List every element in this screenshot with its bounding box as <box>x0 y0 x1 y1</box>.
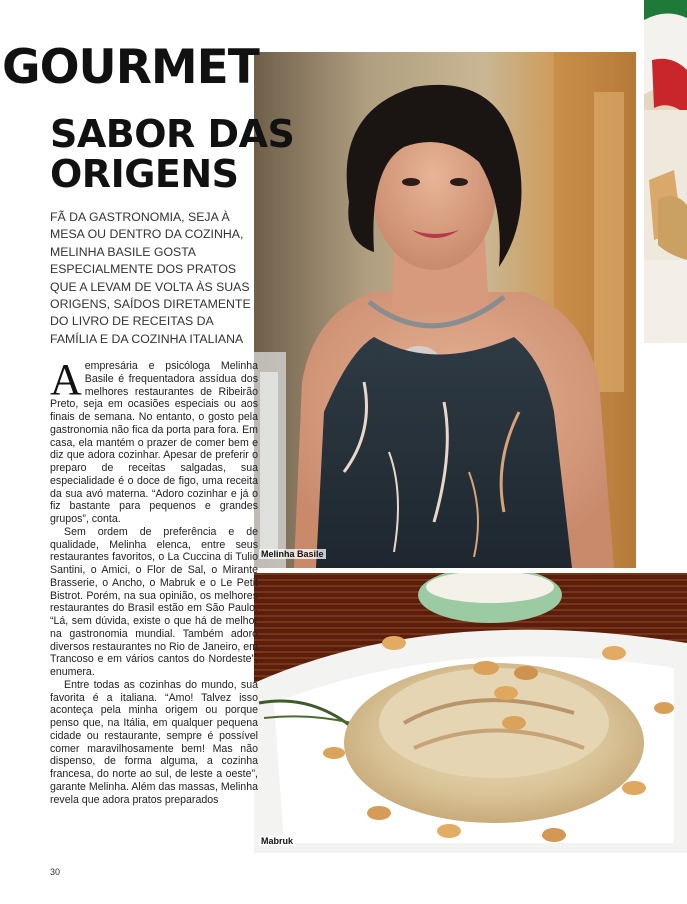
portrait-caption: Melinha Basile <box>261 549 324 559</box>
article-body <box>50 355 258 806</box>
headline-line-1: SABOR DAS <box>50 112 295 156</box>
headline <box>50 114 294 194</box>
body-paragraph-1 <box>50 355 258 526</box>
flag-photo-image <box>644 0 687 343</box>
drop-cap: A <box>50 355 82 404</box>
page-number: 30 <box>50 867 61 877</box>
side-photo-flag <box>644 0 687 343</box>
food-caption: Mabruk <box>261 836 294 846</box>
body-paragraph-3: Entre todas as cozinhas do mundo, sua favorita é a italiana. “Amo! Talvez isso aconteça pela minha origem ou porque penso que, na Itália, em qualquer pequena cidade ou restaurante, sempre é possível comer maravilhosamente bem! Mas não dispenso, de forma alguma, a cozinha francesa, do norte ao sul, de leste a oeste”, garante Melinha. Além das massas, Melinha revela que adora pratos preparados <box>50 678 258 806</box>
portrait-photo <box>254 52 636 568</box>
lead-paragraph: FÃ DA GASTRONOMIA, SEJA À MESA OU DENTRO DA COZINHA, MELINHA BASILE GOSTA ESPECIALMENTE DOS PRATOS QUE A LEVAM DE VOLTA ÀS SUAS ORIGENS, SAÍDOS DIRETAMENTE DO LIVRO DE RECEITAS DA FAMÍLIA E DA COZINHA ITALIANA <box>50 210 251 346</box>
portrait-image <box>254 52 636 568</box>
food-image <box>254 573 687 853</box>
headline-line-2: ORIGENS <box>50 152 239 196</box>
body-paragraph-1-text: empresária e psicóloga Melinha Basile é frequentadora assídua dos melhores restaurantes de Ribeirão Preto, seja em ocasiões especiais ou aos finais de semana. No entanto, o gosto pela gastronomia não fica da porta para fora. Em casa, ela mantém o prazer de comer bem e diz que adora cozinhar. Apesar de preferir o preparo de receitas salgadas, sua especialidade é o doce de figo, uma receita da sua avó materna. “Adoro cozinhar e já o fiz bastante para pequenos e grandes grupos”, conta. <box>50 360 258 525</box>
food-photo <box>254 573 687 853</box>
section-title: GOURMET <box>2 40 259 95</box>
body-paragraph-2: Sem ordem de preferência e de qualidade, Melinha elenca, entre seus restaurantes favoritos, o La Cuccina di Tulio Santini, o Amici, o Flor de Sal, o Mirante Brasserie, o Ancho, o Mabruk e o Le Petit Bistrot. Porém, na sua opinião, os melhores restaurantes do Brasil estão em São Paulo. “Lá, sem dúvida, existe o que há de melhor na gastronomia mundial. Também adoro diversos restaurantes no Rio de Janeiro, em Trancoso e em vários cantos do Nordeste”, enumera. <box>50 525 258 678</box>
